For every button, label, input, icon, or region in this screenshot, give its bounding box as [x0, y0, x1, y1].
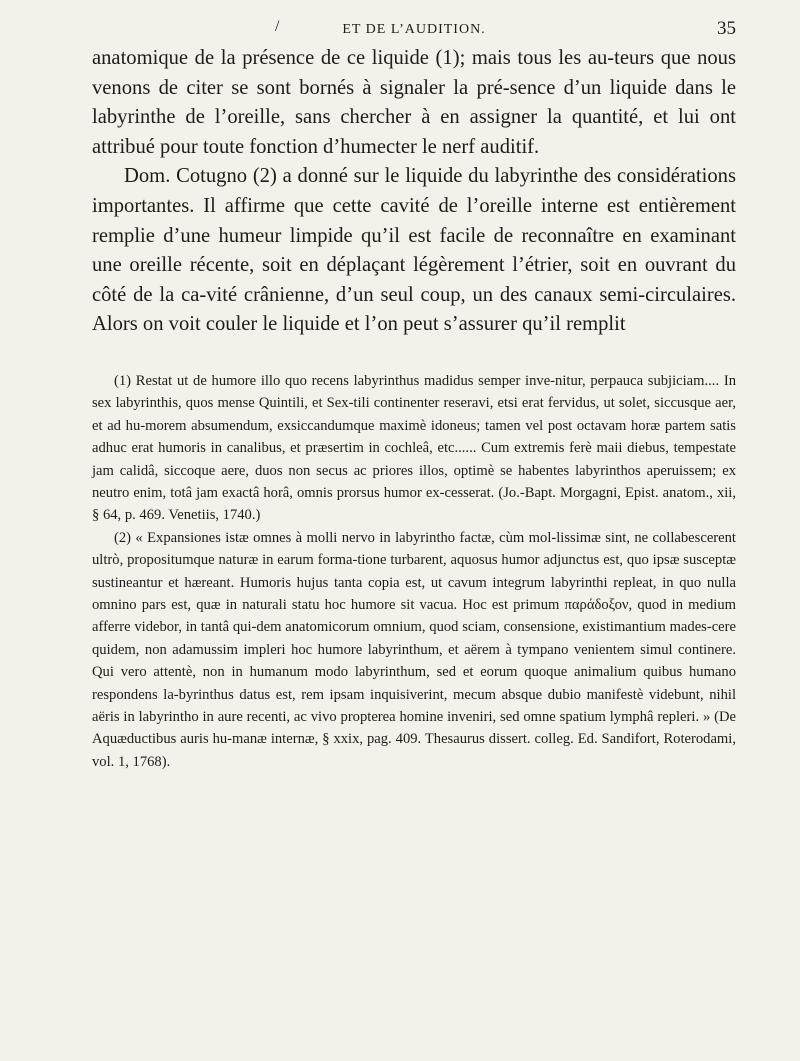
paragraph-2: Dom. Cotugno (2) a donné sur le liquide du labyrinthe des considérations importantes. Il affirme que cette cavité de l’oreille interne est entièrement remplie d’une humeur limpide qu’il est facile de reconnaître en examinant une oreille récente, soit en déplaçant légèrement l’étrier, soit en ouvrant du côté de la ca-vité crânienne, d’un seul coup, un des canaux semi-circulaires. Alors on voit couler le liquide et l’on peut s’assurer qu’il remplit [92, 165, 736, 336]
footnote-1: (1) Restat ut de humore illo quo recens labyrinthus madidus semper inve-nitur, perpauca subjiciam.... In sex labyrinthis, quos mense Quintili, et Sex-tili continenter reseravi, etsi erat fervidus, ut solet, siccusque aer, et ad hu-morem absumendum, exsiccandumque maximè idoneus; tamen vel post octavam horæ partem satis adhuc erat humoris in canalibus, et præsertim in cochleâ, etc...... Cum extremis ferè maii diebus, tempestate jam calidâ, siccoque aere, duos non secus ac priores illos, optimè se habentes labyrinthos aperuissem; ex neutro enim, totâ jam exactâ horâ, omnis prorsus humor ex-cesserat. (Jo.-Bapt. Morgagni, Epist. anatom., xii, § 64, p. 469. Venetiis, 1740.) [92, 372, 736, 524]
margin-mark: / [275, 18, 280, 35]
page-number: 35 [717, 18, 736, 39]
running-title: ET DE L’AUDITION. [342, 22, 486, 37]
main-text [92, 44, 736, 340]
footnote-2: (2) « Expansiones istæ omnes à molli nervo in labyrintho factæ, cùm mol-lissimæ sint, ne collabescerent ultrò, propositumque naturæ in earum forma-tione turbarent, aquosus humor adjunctus est, quo ipsæ susceptæ sustineantur et hæreant. Humoris hujus tanta copia est, ut cavum integrum labyrinthi repleat, in quo nulla omnino pars est, quæ in naturali statu hoc humore sit vacua. Hoc est primum παράδοξον, quod in medium afferre videbor, in tantâ qui-dem anatomicorum omnium, quod sciam, consensione, existimantium mades-cere quidem, non adamussim impleri hoc humore labyrinthum, et aërem à tympano venientem simul continere. Qui vero attentè, non in humanum modo labyrinthum, sed et eorum quoque animalium quibus humano respondens la-byrinthus datus est, rem ipsam inquisiverint, mecum absque dubio manifestè videbunt, nihil aëris in labyrintho in aure recenti, ac vivo propterea homine inveniri, sed omne spatium lymphâ repleri. » (De Aquæductibus auris hu-manæ internæ, § xxix, pag. 409. Thesaurus dissert. colleg. Ed. Sandifort, Roterodami, vol. 1, 1768). [92, 529, 736, 770]
running-header [92, 14, 736, 44]
paragraph-1: anatomique de la présence de ce liquide (1); mais tous les au-teurs que nous venons de citer se sont bornés à signaler la pré-sence d’un liquide dans le labyrinthe de l’oreille, sans chercher à en assigner la quantité, et lui ont attribué pour toute fonction d’humecter le nerf auditif. [92, 47, 736, 158]
book-page [92, 14, 736, 773]
footnotes [92, 370, 736, 773]
